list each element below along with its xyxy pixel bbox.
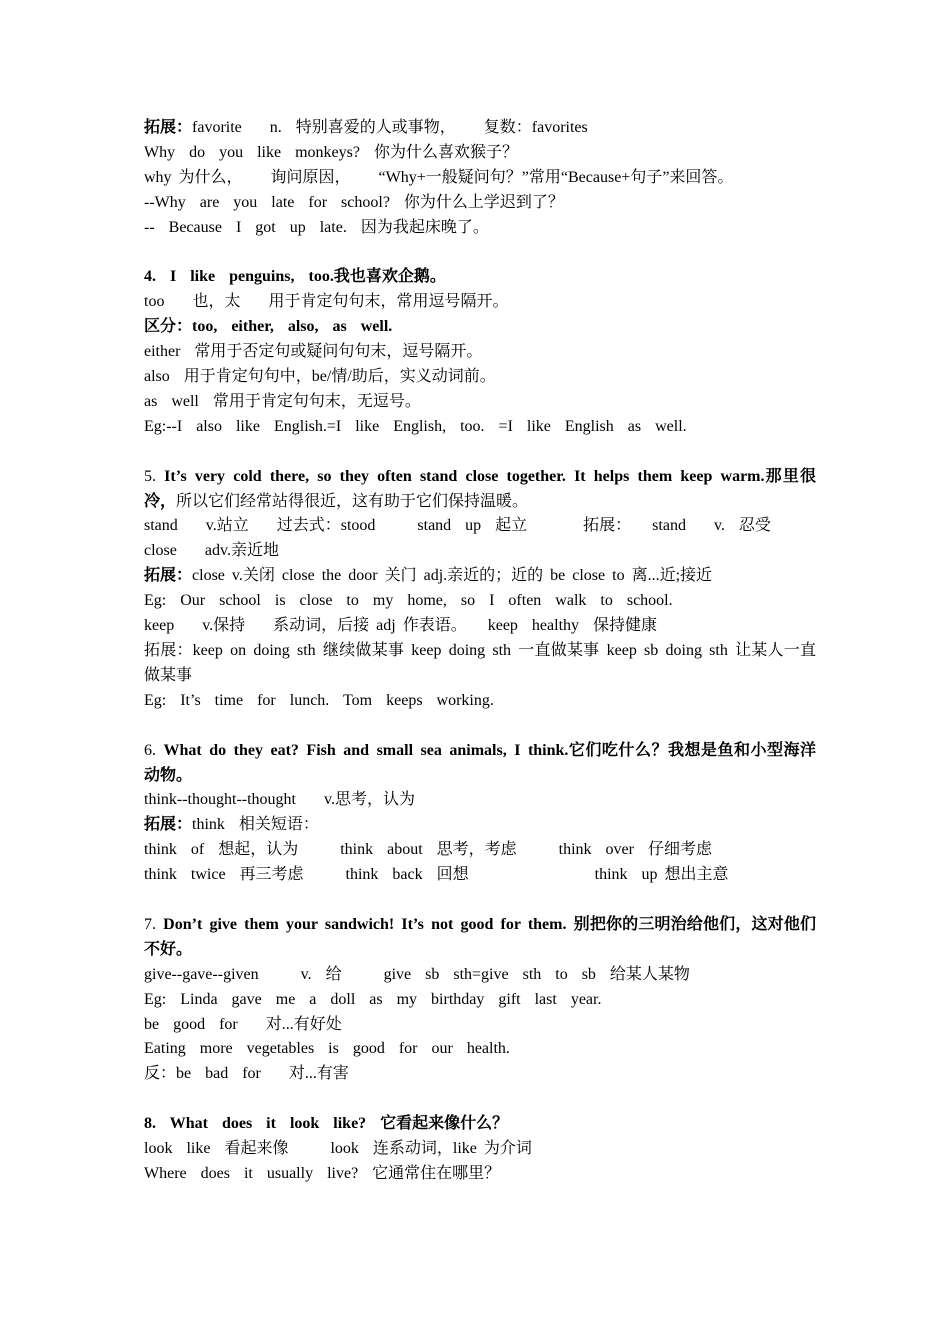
text-segment: Where does it usually live? 它通常住在哪里？ bbox=[144, 1164, 501, 1182]
text-segment: Why do you like monkeys? 你为什么喜欢猴子？ bbox=[144, 143, 518, 161]
text-line bbox=[144, 639, 816, 689]
text-segment: also 用于肯定句句中，be/情/助后，实义动词前。 bbox=[144, 368, 496, 386]
bold-text: 区分：too, either, also, as well. bbox=[144, 318, 393, 336]
text-line bbox=[144, 116, 816, 141]
text-segment: Eg:--I also like English.=I like English, too. =I like English as well. bbox=[144, 417, 687, 435]
text-line bbox=[144, 614, 816, 639]
text-segment: stand v.站立 过去式：stood stand up 起立 拓展： stand v. 忍受 bbox=[144, 517, 771, 535]
text-line bbox=[144, 1037, 816, 1062]
text-segment: -- Because I got up late. 因为我起床晚了。 bbox=[144, 218, 489, 236]
text-line bbox=[144, 216, 816, 241]
text-segment: too 也，太 用于肯定句句末，常用逗号隔开。 bbox=[144, 293, 509, 311]
text-line bbox=[144, 863, 816, 888]
text-segment: 7. bbox=[144, 915, 164, 933]
text-segment: Eg: Our school is close to my home, so I often walk to school. bbox=[144, 592, 673, 610]
text-line bbox=[144, 465, 816, 515]
text-segment: close adv.亲近地 bbox=[144, 542, 279, 560]
text-segment: favorite n. 特别喜爱的人或事物， 复数：favorites bbox=[192, 119, 588, 136]
text-line bbox=[144, 265, 816, 290]
text-segment: why 为什么， 询问原因， “Why+一般疑问句？”常用“Because+句子”来回答。 bbox=[144, 168, 734, 186]
paragraph-gap bbox=[144, 241, 816, 266]
text-line bbox=[144, 739, 816, 789]
text-line bbox=[144, 191, 816, 216]
text-segment: 所以它们经常站得很近，这有助于它们保持温暖。 bbox=[176, 492, 529, 510]
text-segment: look like 看起来像 look 连系动词，like 为介词 bbox=[144, 1140, 532, 1158]
text-segment: Eating more vegetables is good for our health. bbox=[144, 1040, 510, 1058]
text-line bbox=[144, 1162, 816, 1187]
text-line bbox=[144, 365, 816, 390]
text-segment: Eg: Linda gave me a doll as my birthday gift last year. bbox=[144, 990, 602, 1008]
text-line bbox=[144, 963, 816, 988]
text-line bbox=[144, 589, 816, 614]
text-segment: think of 想起，认为 think about 思考，考虑 think over 仔细考虑 bbox=[144, 841, 712, 859]
text-line bbox=[144, 813, 816, 838]
text-line bbox=[144, 988, 816, 1013]
text-line bbox=[144, 913, 816, 963]
text-line bbox=[144, 415, 816, 440]
paragraph-gap bbox=[144, 888, 816, 913]
bold-text: 4. I like penguins, too.我也喜欢企鹅。 bbox=[144, 268, 446, 286]
text-segment: as well 常用于肯定句句末，无逗号。 bbox=[144, 392, 421, 410]
text-line bbox=[144, 315, 816, 340]
text-segment: give--gave--given v. 给 give sb sth=give sth to sb 给某人某物 bbox=[144, 965, 690, 983]
paragraph-gap bbox=[144, 1087, 816, 1112]
bold-text: 拓展： bbox=[144, 816, 193, 834]
text-line bbox=[144, 340, 816, 365]
text-line bbox=[144, 390, 816, 415]
text-segment: 6. bbox=[144, 741, 164, 759]
text-segment: Eg: It’s time for lunch. Tom keeps working. bbox=[144, 691, 494, 709]
paragraph-gap bbox=[144, 440, 816, 465]
paragraph-gap bbox=[144, 714, 816, 739]
bold-text: 拓展： bbox=[144, 567, 193, 585]
text-line bbox=[144, 838, 816, 863]
text-segment: either 常用于否定句或疑问句句末，逗号隔开。 bbox=[144, 343, 483, 361]
bold-text: Don’t give them your sandwich! It’s not good for them. 别把你的三明治给他们，这对他们不好。 bbox=[144, 915, 816, 958]
text-line bbox=[144, 1013, 816, 1038]
text-line bbox=[144, 514, 816, 539]
text-segment: keep v.保持 系动词，后接 adj 作表语。 keep healthy 保持健康 bbox=[144, 617, 658, 635]
text-segment: 拓展：keep on doing sth 继续做某事 keep doing sth 一直做某事 keep sb doing sth 让某人一直做某事 bbox=[144, 642, 816, 684]
text-segment: 反：be bad for 对...有害 bbox=[144, 1065, 349, 1083]
text-line bbox=[144, 1062, 816, 1087]
text-line bbox=[144, 689, 816, 714]
text-segment: be good for 对...有好处 bbox=[144, 1015, 342, 1033]
text-line bbox=[144, 1112, 816, 1137]
text-segment: think--thought--thought v.思考，认为 bbox=[144, 791, 415, 809]
text-segment: think 相关短语： bbox=[192, 816, 319, 834]
text-line bbox=[144, 166, 816, 191]
text-line bbox=[144, 290, 816, 315]
text-line bbox=[144, 141, 816, 166]
bold-text: 8. What does it look like? 它看起来像什么？ bbox=[144, 1115, 509, 1133]
bold-text: It’s very cold there, so they often stand close together. It helps them keep warm.那里很冷， bbox=[144, 467, 816, 510]
bold-text: 拓展： bbox=[144, 119, 193, 136]
document-page bbox=[144, 116, 816, 1187]
text-line bbox=[144, 788, 816, 813]
text-line bbox=[144, 564, 816, 589]
text-segment: think twice 再三考虑 think back 回想 think up 想出主意 bbox=[144, 866, 729, 884]
text-segment: 5. bbox=[144, 467, 165, 485]
text-line bbox=[144, 1137, 816, 1162]
text-line bbox=[144, 539, 816, 564]
text-segment: close v.关闭 close the door 关门 adj.亲近的；近的 be close to 离...近;接近 bbox=[192, 567, 713, 585]
bold-text: What do they eat? Fish and small sea animals, I think.它们吃什么？我想是鱼和小型海洋动物。 bbox=[144, 741, 817, 784]
text-segment: --Why are you late for school? 你为什么上学迟到了？ bbox=[144, 193, 564, 211]
